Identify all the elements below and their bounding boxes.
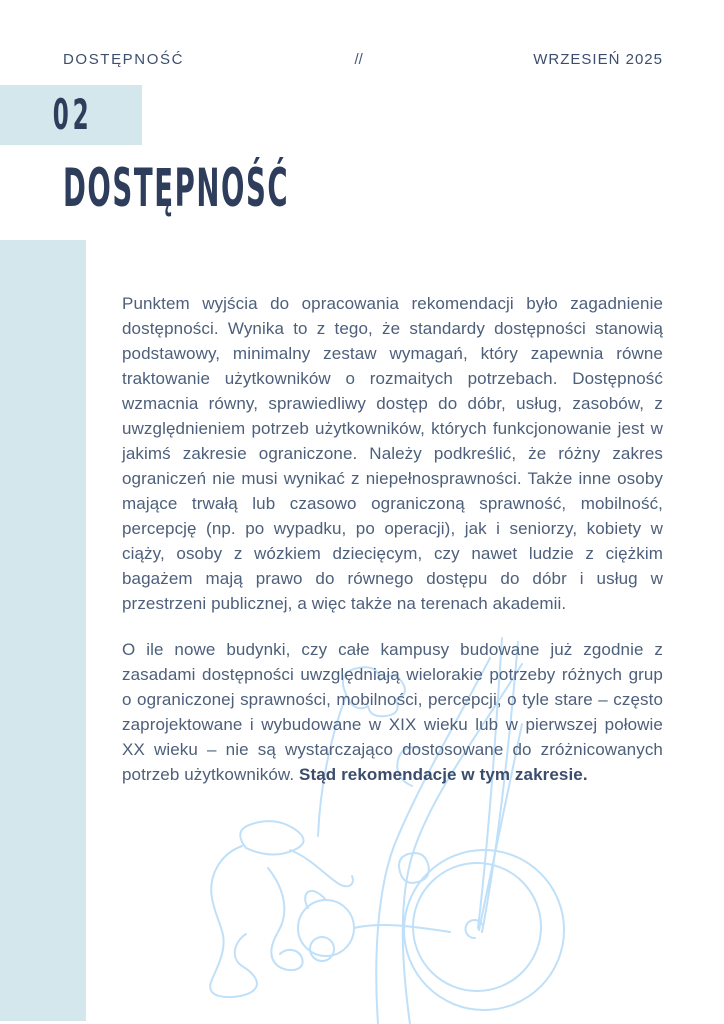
chapter-number: 02 <box>52 90 93 139</box>
body-text <box>122 291 663 787</box>
header-section-label: DOSTĘPNOŚĆ <box>63 51 185 68</box>
page-title: DOSTĘPNOŚĆ <box>63 158 290 219</box>
paragraph-2 <box>122 637 663 787</box>
chapter-number-box <box>0 85 142 145</box>
header-separator: // <box>354 51 363 68</box>
paragraph-2-text: O ile nowe budynki, czy całe kampusy budowane już zgodnie z zasadami dostępności uwzględniają wielorakie potrzeby różnych grup o ograniczonej sprawności, mobilności, percepcji, o tyle stare – często zaprojektowane i wybudowane w XIX wieku lub w pierwszej połowie XX wieku – nie są wystarczająco dostosowane do zróżnicowanych potrzeb użytkowników. <box>122 640 663 784</box>
left-accent-bar <box>0 240 86 1021</box>
paragraph-1: Punktem wyjścia do opracowania rekomendacji było zagadnienie dostępności. Wynika to z tego, że standardy dostępności stanowią podstawowy, minimalny zestaw wymagań, który zapewnia równe traktowanie użytkowników o rozmaitych potrzebach. Dostępność wzmacnia równy, sprawiedliwy dostęp do dóbr, usług, zasobów, z uwzględnieniem potrzeb użytkowników, których funkcjonowanie jest w jakimś zakresie ograniczone. Należy podkreślić, że różny zakres ograniczeń nie musi wynikać z niepełnosprawności. Także inne osoby mające trwałą lub czasowo ograniczoną sprawność, mobilność, percepcję (np. po wypadku, po operacji), jak i seniorzy, kobiety w ciąży, osoby z wózkiem dziecięcym, czy nawet ludzie z ciężkim bagażem mają prawo do równego dostępu do dóbr i usług w przestrzeni publicznej, a więc także na terenach akademii. <box>122 294 663 613</box>
header-date: WRZESIEŃ 2025 <box>533 51 663 68</box>
paragraph-2-bold-tail: Stąd rekomendacje w tym zakresie. <box>299 765 588 784</box>
running-header <box>63 52 663 67</box>
